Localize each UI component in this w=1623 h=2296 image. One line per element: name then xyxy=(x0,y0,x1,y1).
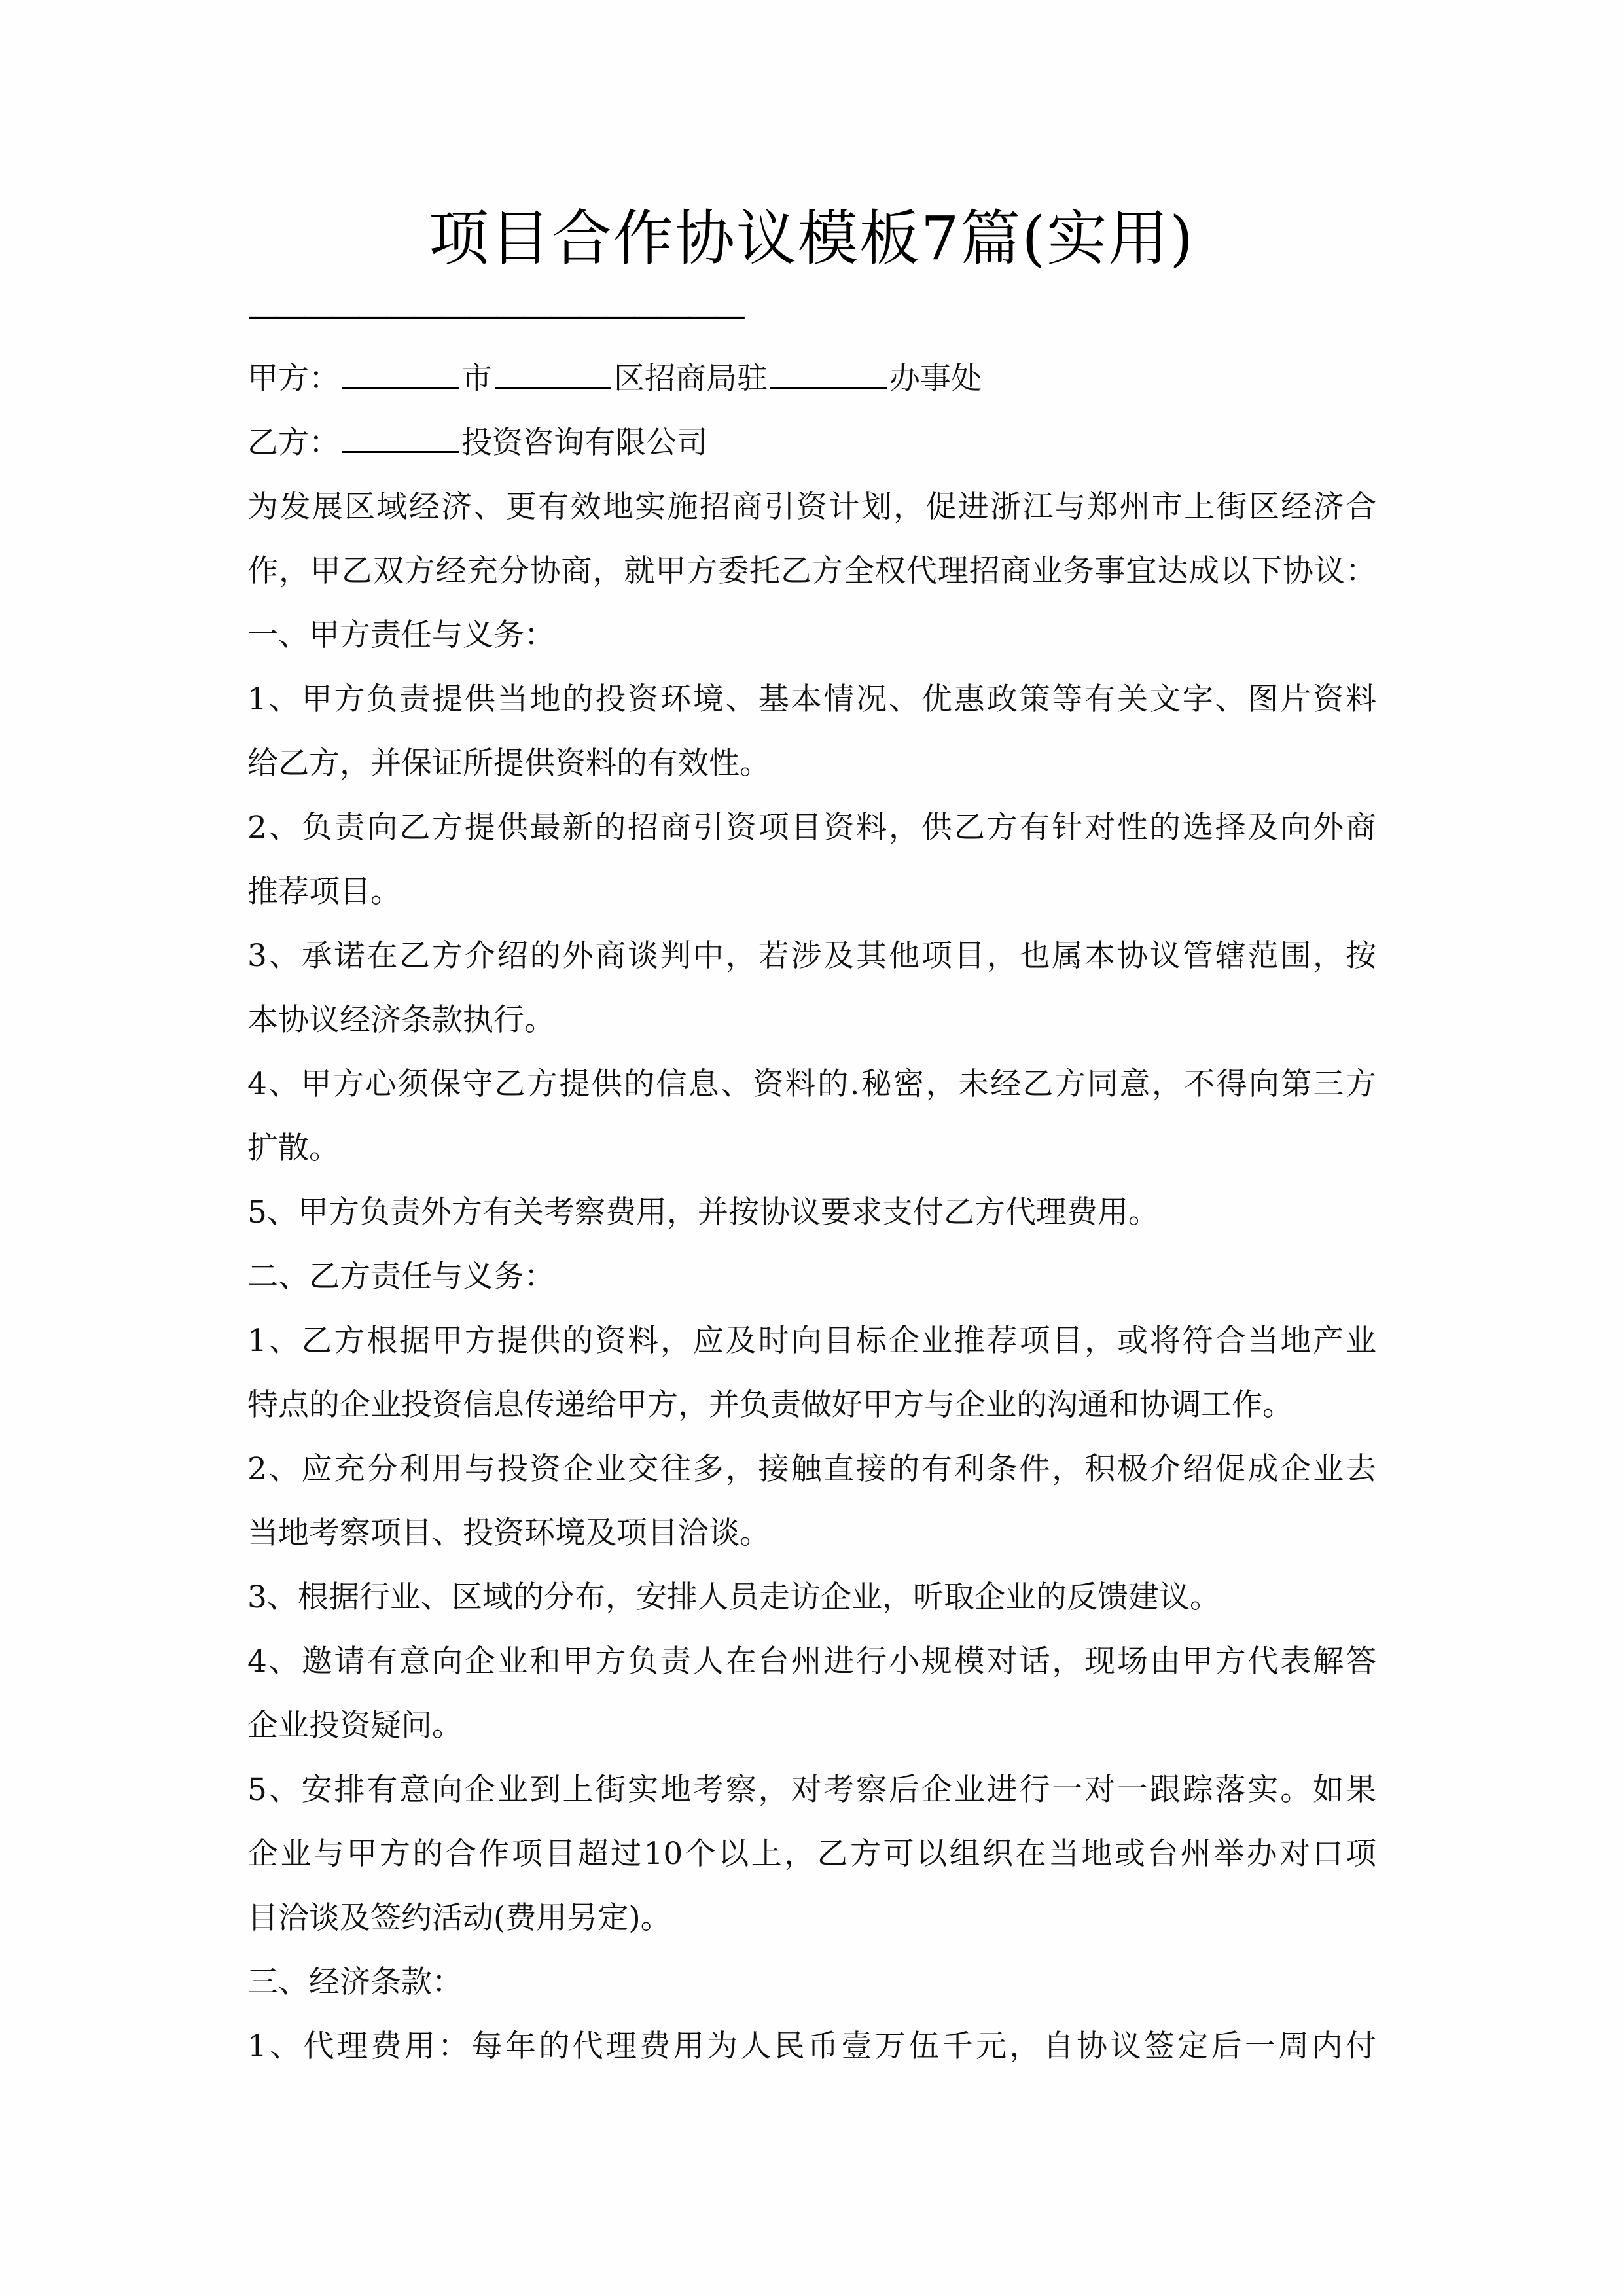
party-a-office: 办事处 xyxy=(889,361,982,397)
party-a-city-suffix: 市 xyxy=(461,361,492,397)
party-a-bureau: 区招商局驻 xyxy=(614,361,768,397)
document-title: 项目合作协议模板7篇(实用) xyxy=(428,204,1195,274)
blank-field-city xyxy=(342,361,459,389)
text-line: 扩散。 xyxy=(247,1130,340,1166)
blank-field-company xyxy=(342,425,459,453)
party-b-label: 乙方： xyxy=(247,425,340,461)
text-line: 三、经济条款： xyxy=(247,1964,463,2000)
text-line: 2、负责向乙方提供最新的招商引资项目资料，供乙方有针对性的选择及向外商 xyxy=(247,810,1376,846)
text-line: 4、甲方心须保守乙方提供的信息、资料的.秘密，未经乙方同意，不得向第三方 xyxy=(247,1066,1376,1102)
text-line: 推荐项目。 xyxy=(247,874,401,910)
party-a-label: 甲方： xyxy=(247,361,340,397)
text-line: 1、乙方根据甲方提供的资料，应及时向目标企业推荐项目，或将符合当地产业 xyxy=(247,1323,1376,1359)
text-line: 5、甲方负责外方有关考察费用，并按协议要求支付乙方代理费用。 xyxy=(247,1194,1159,1230)
document-body xyxy=(247,347,1376,2079)
text-line: 企业投资疑问。 xyxy=(247,1708,463,1744)
text-line: 作，甲乙双方经充分协商，就甲方委托乙方全权代理招商业务事宜达成以下协议： xyxy=(247,553,1376,589)
text-line: 给乙方，并保证所提供资料的有效性。 xyxy=(247,745,770,781)
text-line: 1、甲方负责提供当地的投资环境、基本情况、优惠政策等有关文字、图片资料 xyxy=(247,681,1376,717)
title-separator: —————————————————— xyxy=(247,297,742,334)
agreement-text xyxy=(247,475,1376,2079)
text-line: 企业与甲方的合作项目超过10个以上，乙方可以组织在当地或台州举办对口项 xyxy=(247,1836,1376,1872)
text-line: 2、应充分利用与投资企业交往多，接触直接的有利条件，积极介绍促成企业去 xyxy=(247,1451,1376,1487)
party-a-line xyxy=(247,347,1376,411)
text-line: 1、代理费用：每年的代理费用为人民币壹万伍千元，自协议签定后一周内付 xyxy=(247,2028,1376,2064)
text-line: 5、安排有意向企业到上街实地考察，对考察后企业进行一对一跟踪落实。如果 xyxy=(247,1772,1376,1808)
text-line: 当地考察项目、投资环境及项目洽谈。 xyxy=(247,1515,770,1551)
text-line: 目洽谈及签约活动(费用另定)。 xyxy=(247,1900,671,1936)
blank-field-location xyxy=(770,361,887,389)
text-line: 4、邀请有意向企业和甲方负责人在台州进行小规模对话，现场由甲方代表解答 xyxy=(247,1643,1376,1679)
text-line: 3、根据行业、区域的分布，安排人员走访企业，听取企业的反馈建议。 xyxy=(247,1579,1221,1615)
text-line: 本协议经济条款执行。 xyxy=(247,1002,555,1038)
text-line: 为发展区域经济、更有效地实施招商引资计划，促进浙江与郑州市上街区经济合 xyxy=(247,489,1376,525)
text-line: 3、承诺在乙方介绍的外商谈判中，若涉及其他项目，也属本协议管辖范围，按 xyxy=(247,938,1376,974)
text-line: 二、乙方责任与义务： xyxy=(247,1259,555,1295)
blank-field-district xyxy=(495,361,611,389)
text-line: 一、甲方责任与义务： xyxy=(247,617,555,653)
party-b-company: 投资咨询有限公司 xyxy=(461,425,707,461)
text-line: 特点的企业投资信息传递给甲方，并负责做好甲方与企业的沟通和协调工作。 xyxy=(247,1387,1293,1423)
party-b-line xyxy=(247,411,1376,475)
